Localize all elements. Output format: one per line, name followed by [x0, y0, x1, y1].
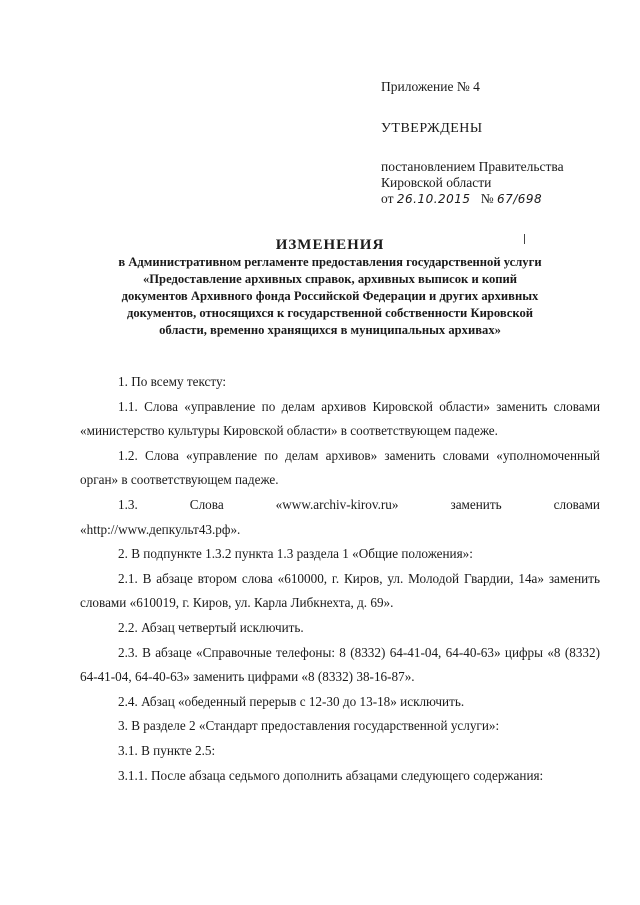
- approval-block: [381, 78, 621, 207]
- document-body: [80, 370, 600, 788]
- title-line-4: документов, относящихся к государственной собственности Кировской: [126, 306, 534, 320]
- decree-prefix: от: [381, 191, 394, 206]
- title-line-2: «Предоставление архивных справок, архивных выписок и копий: [142, 272, 518, 286]
- approved-label: УТВЕРЖДЕНЫ: [381, 121, 483, 136]
- decree-date: 26.10.2015: [396, 192, 471, 206]
- title-line-3: документов Архивного фонда Российской Федерации и других архивных: [121, 289, 539, 303]
- paragraph-1-2: 1.2. Слова «управление по делам архивов» заменить словами «уполномоченный орган» в соответствующем падеже.: [80, 447, 600, 488]
- paragraph-3-1: 3.1. В пункте 2.5:: [118, 742, 216, 758]
- title-line-5: области, временно хранящихся в муниципальных архивах»: [159, 323, 501, 337]
- decree-line-2: Кировской области: [381, 175, 492, 190]
- paragraph-2-3: 2.3. В абзаце «Справочные телефоны: 8 (8332) 64-41-04, 64-40-63» цифры «8 (8332) 64-41-04, 64-40-63» заменить цифрами «8 (8332) 38-16-87».: [80, 644, 600, 685]
- paragraph-1-1: 1.1. Слова «управление по делам архивов Кировской области» заменить словами «министерство культуры Кировской области» в соответствующем падеже.: [80, 398, 600, 439]
- decree-date-line: [381, 191, 621, 207]
- paragraph-3-1-1: 3.1.1. После абзаца седьмого дополнить абзацами следующего содержания:: [118, 767, 544, 783]
- decree-reference: [381, 159, 621, 207]
- document-title-block: [60, 236, 600, 339]
- paragraph-3: 3. В разделе 2 «Стандарт предоставления государственной услуги»:: [118, 718, 500, 734]
- decree-line-1: постановлением Правительства: [381, 159, 564, 174]
- paragraph-1-3: 1.3. Слова «www.archiv-kirov.ru» заменить словами: [118, 496, 600, 512]
- appendix-number: Приложение № 4: [381, 79, 480, 94]
- paragraph-2-2: 2.2. Абзац четвертый исключить.: [118, 619, 304, 635]
- paragraph-1: 1. По всему тексту:: [118, 374, 227, 389]
- decree-number-label: №: [480, 191, 494, 206]
- title-line-1: в Административном регламенте предоставления государственной услуги: [118, 255, 542, 269]
- paragraph-2-1: 2.1. В абзаце втором слова «610000, г. Киров, ул. Молодой Гвардии, 14а» заменить словами «610019, г. Киров, ул. Карла Либкнехта, д. 69».: [80, 570, 600, 611]
- document-title: ИЗМЕНЕНИЯ: [275, 237, 385, 253]
- paragraph-1-3-continued: «http://www.депкульт43.рф».: [80, 521, 241, 537]
- decree-number: 67/698: [496, 192, 543, 206]
- paragraph-2: 2. В подпункте 1.3.2 пункта 1.3 раздела 1 «Общие положения»:: [118, 546, 473, 562]
- paragraph-2-4: 2.4. Абзац «обеденный перерыв с 12-30 до 13-18» исключить.: [118, 693, 465, 709]
